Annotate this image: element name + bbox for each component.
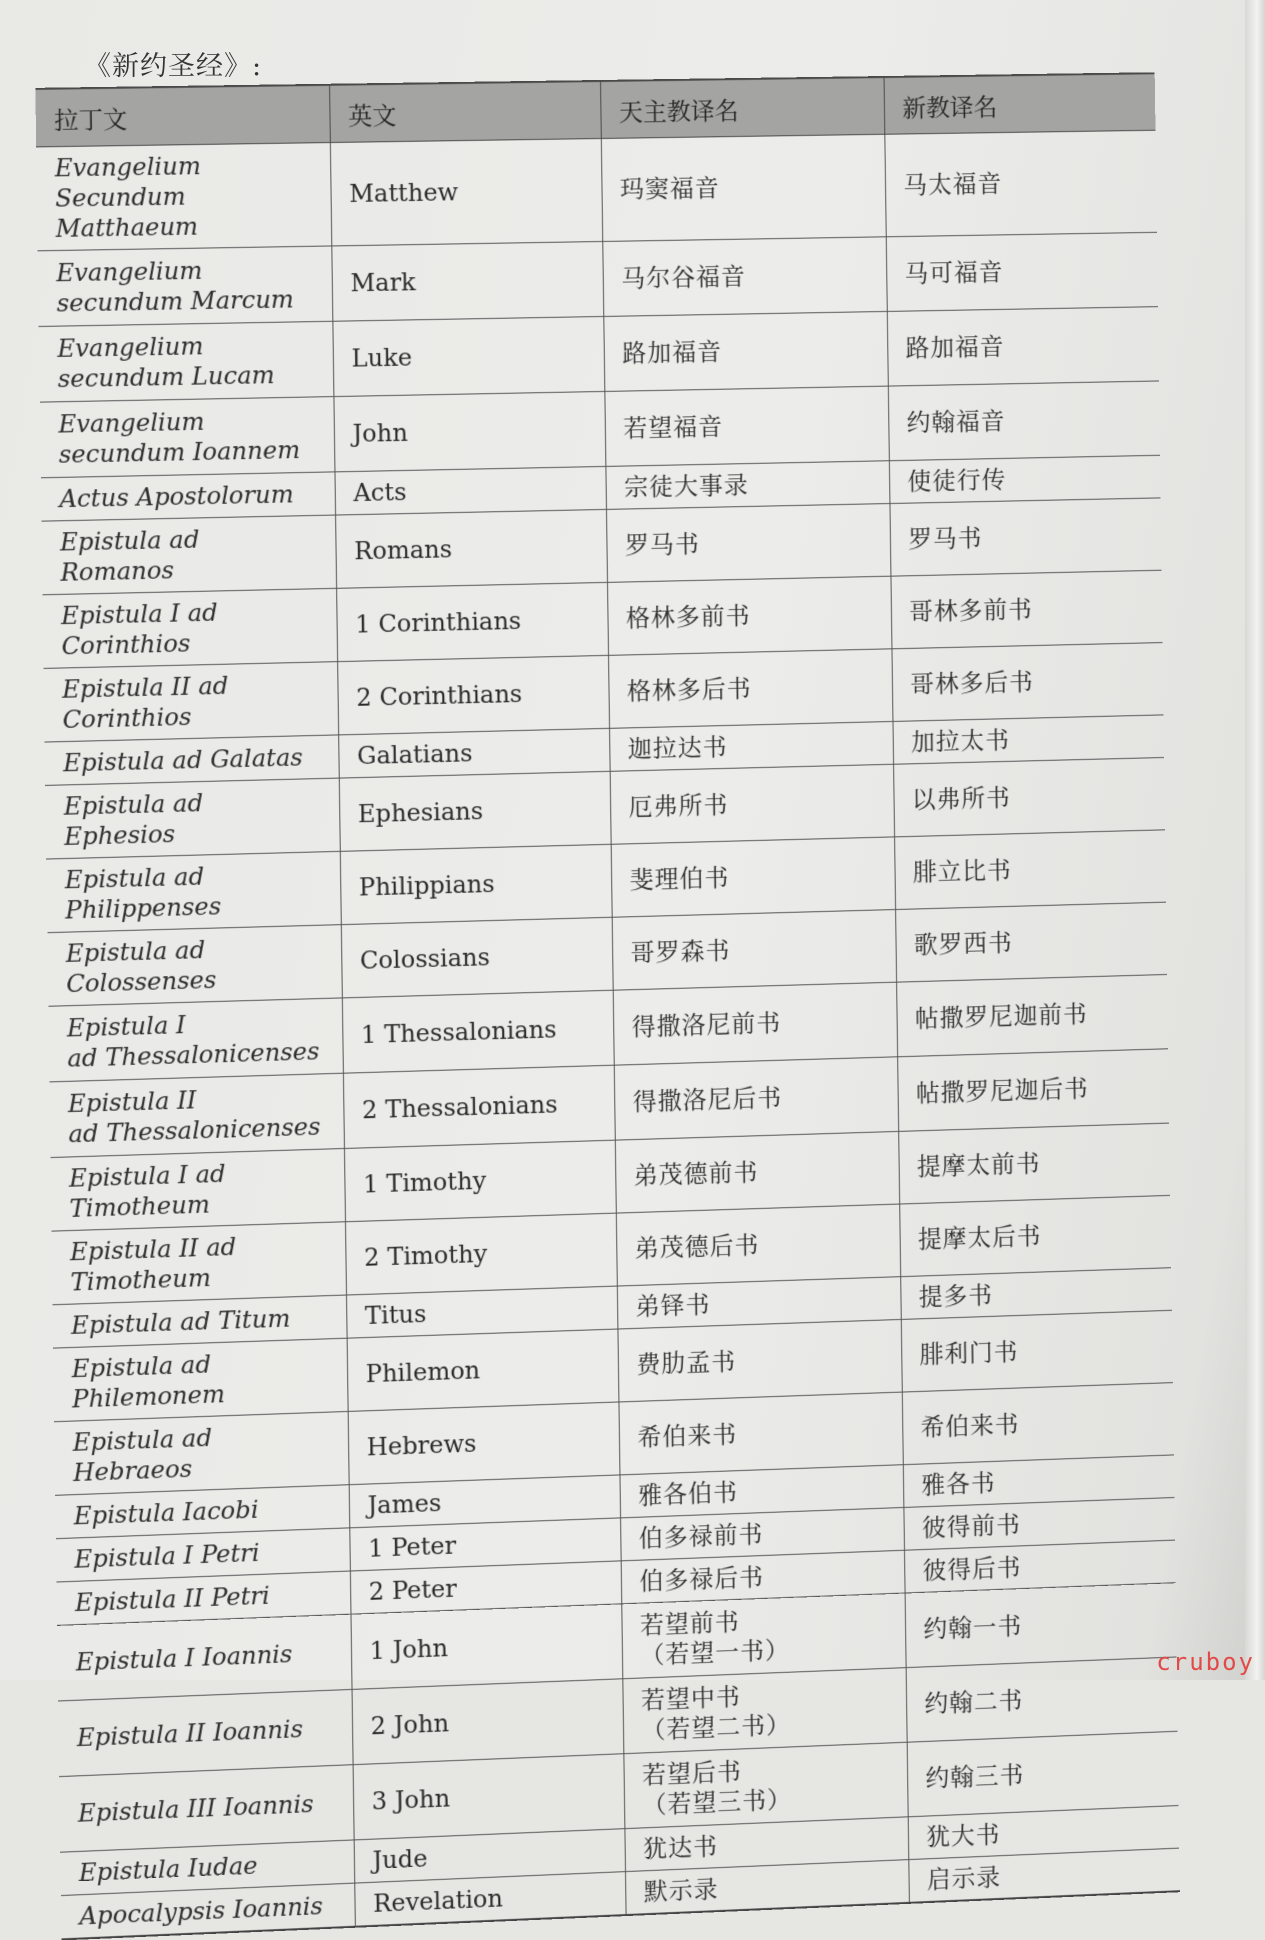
cell-protestant	[906, 1657, 1178, 1742]
cell-catholic	[601, 134, 886, 241]
cell-catholic	[605, 461, 889, 510]
cell-protestant	[887, 307, 1159, 386]
cell-english	[333, 391, 605, 471]
cell-latin-text: Epistula II ad Timotheum	[69, 1232, 237, 1297]
cell-english-text: 1 Timothy	[362, 1166, 487, 1199]
cell-protestant-text: 哥林多后书	[910, 667, 1034, 699]
cell-english-text: Mark	[350, 268, 416, 298]
cell-latin-text: Epistula II Petri	[74, 1581, 270, 1618]
cell-protestant-text: 哥林多前书	[909, 595, 1033, 627]
cell-english-text: Philemon	[365, 1356, 481, 1389]
cell-catholic-text: 哥罗森书	[630, 936, 731, 968]
page-heading: 《新约圣经》:	[84, 51, 263, 82]
cell-english-text: 2 Thessalonians	[361, 1090, 558, 1125]
cell-protestant-text: 马可福音	[904, 258, 1004, 288]
cell-protestant	[898, 1123, 1170, 1204]
cell-english-text: 1 Thessalonians	[360, 1015, 557, 1050]
cell-latin-text: Epistula ad Hebraeos	[72, 1423, 213, 1488]
cell-english-text: James	[367, 1488, 442, 1520]
cell-latin	[40, 397, 335, 478]
cell-english-text: Galatians	[356, 739, 473, 771]
page-edge	[1245, 0, 1265, 1680]
cell-catholic	[610, 764, 894, 844]
cell-latin	[50, 1148, 345, 1231]
cell-catholic-text: 弟铎书	[635, 1290, 711, 1321]
cell-protestant-text: 使徒行传	[907, 465, 1007, 496]
cell-latin-text: Epistula II ad Corinthios	[61, 671, 229, 735]
cell-latin-text: Epistula ad Philippenses	[64, 862, 222, 925]
cell-protestant-text: 约翰一书	[923, 1611, 1023, 1644]
cell-english-text: 3 John	[371, 1784, 451, 1816]
cell-catholic-text: 犹达书	[642, 1832, 719, 1864]
cell-latin	[45, 778, 340, 859]
cell-latin-text: Epistula ad Ephesios	[63, 789, 204, 851]
table-body	[36, 130, 1180, 1939]
cell-protestant-text: 约翰福音	[906, 407, 1006, 437]
cell-english	[350, 1604, 622, 1690]
cell-latin	[59, 1765, 353, 1853]
cell-english	[337, 655, 609, 735]
cell-protestant	[905, 1583, 1177, 1668]
cell-english-text: Romans	[354, 535, 453, 566]
cell-latin-text: Epistula I ad Timotheum	[68, 1159, 226, 1223]
cell-english-text: 2 John	[370, 1709, 450, 1741]
cell-english	[348, 1402, 620, 1485]
cell-catholic	[618, 1392, 902, 1475]
cell-english	[341, 917, 613, 998]
cell-protestant	[899, 1195, 1171, 1276]
cell-catholic	[608, 649, 892, 729]
cell-protestant-text: 提摩太前书	[916, 1149, 1041, 1182]
cell-catholic	[604, 386, 889, 466]
cell-catholic-text: 马尔谷福音	[621, 262, 747, 293]
header-latin: 拉丁文	[35, 85, 329, 147]
watermark: cruboy	[1156, 1648, 1255, 1676]
cell-english-text: John	[352, 418, 409, 448]
cell-catholic-text: 得撒洛尼后书	[632, 1083, 783, 1117]
cell-catholic	[607, 576, 891, 655]
cell-protestant-text: 腓立比书	[912, 856, 1012, 887]
cell-catholic-text: 弟茂德后书	[634, 1230, 760, 1263]
cell-protestant-text: 罗马书	[908, 523, 983, 554]
cell-catholic-text: 默示录	[643, 1875, 719, 1907]
cell-latin	[58, 1689, 352, 1776]
cell-english-text: Acts	[353, 477, 407, 508]
cell-protestant-text: 启示录	[926, 1863, 1002, 1895]
cell-protestant	[892, 715, 1164, 764]
header-protestant: 新教译名	[884, 73, 1156, 134]
cell-protestant	[889, 498, 1161, 576]
cell-english-text: Titus	[364, 1299, 427, 1331]
cell-protestant-text: 帖撒罗尼迦后书	[915, 1074, 1089, 1108]
cell-latin-text: Apocalypsis Ioannis	[79, 1891, 324, 1931]
cell-english	[342, 990, 614, 1073]
cell-catholic	[612, 910, 896, 991]
cell-latin	[49, 1073, 344, 1157]
cell-latin-text: Epistula III Ioannis	[77, 1789, 314, 1828]
cell-protestant	[890, 570, 1162, 649]
cell-english-text: 2 Timothy	[363, 1239, 488, 1272]
cell-catholic	[609, 721, 893, 771]
header-english: 英文	[329, 81, 601, 143]
cell-latin-text: Epistula ad Colossenses	[65, 935, 217, 999]
cell-latin-text: Actus Apostolorum	[59, 480, 294, 514]
cell-protestant	[889, 455, 1161, 503]
cell-english	[352, 1679, 624, 1765]
cell-protestant-text: 希伯来书	[920, 1410, 1020, 1442]
cell-latin	[38, 246, 333, 327]
cell-english	[347, 1329, 619, 1411]
cell-protestant-text: 犹大书	[926, 1820, 1001, 1852]
cell-english	[338, 728, 609, 778]
cell-catholic	[621, 1593, 905, 1679]
cell-latin	[44, 662, 339, 742]
cell-latin-text: Evangelium Secundum Matthaeum	[54, 152, 202, 243]
cell-protestant	[893, 757, 1165, 836]
cell-protestant	[902, 1383, 1174, 1465]
cell-protestant-text: 彼得前书	[921, 1510, 1021, 1543]
cell-latin-text: Epistula ad Romanos	[59, 525, 200, 587]
cell-protestant-text: 约翰三书	[925, 1760, 1025, 1793]
cell-english	[336, 582, 608, 661]
cell-catholic-text: 宗徒大事录	[623, 471, 749, 502]
cell-english-text: Luke	[351, 343, 413, 373]
cell-catholic-text: 伯多禄前书	[638, 1520, 764, 1553]
cell-catholic	[614, 1057, 898, 1140]
cell-catholic-text: 伯多禄后书	[639, 1562, 765, 1596]
cell-latin-text: Epistula ad Philemonem	[71, 1350, 226, 1414]
cell-latin	[48, 998, 343, 1082]
cell-catholic-text: 若望后书 （若望三书）	[641, 1757, 793, 1820]
cell-protestant-text: 路加福音	[905, 332, 1005, 363]
cell-english-text: Colossians	[359, 943, 491, 975]
cell-english	[340, 844, 612, 924]
cell-catholic-text: 若望中书 （若望二书）	[640, 1682, 792, 1745]
cell-english	[335, 509, 607, 588]
cell-latin	[54, 1411, 349, 1495]
cell-catholic	[615, 1131, 899, 1213]
cell-latin	[46, 851, 341, 932]
cell-latin	[36, 143, 331, 251]
cell-latin	[43, 588, 338, 668]
cell-catholic-text: 格林多前书	[625, 601, 751, 633]
cell-protestant-text: 提摩太后书	[917, 1221, 1042, 1254]
cell-protestant	[896, 974, 1168, 1056]
cell-latin-text: Epistula I Ioannis	[75, 1640, 293, 1677]
cell-english-text: Hebrews	[366, 1429, 477, 1462]
cell-protestant-text: 以弗所书	[911, 783, 1011, 815]
cell-english	[353, 1754, 625, 1840]
cell-catholic	[613, 982, 897, 1065]
cell-latin-text: Epistula I ad Thessalonicenses	[66, 1010, 320, 1073]
cell-catholic-text: 厄弗所书	[628, 790, 729, 822]
table-row	[36, 130, 1157, 251]
cell-latin	[51, 1222, 346, 1305]
cell-latin-text: Epistula ad Titum	[70, 1304, 291, 1340]
cell-english-text: Revelation	[372, 1884, 504, 1918]
cell-latin-text: Epistula I ad Corinthios	[60, 598, 218, 661]
cell-latin-text: Epistula ad Galatas	[62, 743, 303, 778]
cell-latin	[39, 321, 334, 402]
cell-protestant	[884, 130, 1157, 237]
cell-protestant	[891, 643, 1163, 722]
cell-latin-text: Epistula II Ioannis	[76, 1714, 304, 1753]
cell-protestant-text: 约翰二书	[924, 1686, 1024, 1719]
cell-protestant	[897, 1049, 1169, 1132]
cell-catholic-text: 希伯来书	[637, 1420, 738, 1452]
cell-latin	[45, 735, 339, 785]
cell-catholic-text: 费肋孟书	[636, 1347, 737, 1379]
cell-protestant-text: 帖撒罗尼迦前书	[914, 1000, 1088, 1033]
cell-english-text: 2 Corinthians	[356, 679, 523, 712]
cell-protestant-text: 加拉太书	[910, 726, 1011, 757]
cell-catholic	[622, 1668, 906, 1754]
table-container	[35, 72, 1179, 1940]
cell-latin	[53, 1338, 348, 1422]
cell-latin-text: Epistula Iudae	[78, 1851, 258, 1888]
cell-catholic	[617, 1319, 901, 1402]
cell-latin	[41, 472, 335, 521]
cell-english-text: 2 Peter	[368, 1574, 457, 1606]
cell-catholic	[603, 311, 888, 391]
cell-catholic	[623, 1742, 907, 1828]
cell-catholic-text: 弟茂德前书	[633, 1158, 759, 1191]
cell-english-text: Philippians	[358, 869, 495, 902]
cell-catholic	[616, 1204, 900, 1286]
cell-catholic-text: 迦拉达书	[627, 732, 728, 764]
header-catholic: 天主教译名	[600, 77, 884, 138]
cell-latin-text: Epistula I Petri	[74, 1538, 260, 1574]
cell-english-text: Matthew	[349, 178, 459, 209]
cell-latin-text: Evangelium secundum Ioannem	[58, 407, 301, 469]
cell-protestant-text: 马太福音	[903, 169, 1003, 200]
cell-english-text: 1 Corinthians	[355, 606, 522, 639]
cell-protestant-text: 彼得后书	[922, 1553, 1022, 1585]
cell-english	[345, 1213, 617, 1295]
cell-catholic	[611, 837, 895, 917]
cell-protestant-text: 雅各书	[921, 1468, 996, 1500]
cell-catholic-text: 路加福音	[622, 337, 723, 368]
cell-catholic-text: 雅各伯书	[638, 1478, 739, 1510]
cell-protestant-text: 腓利门书	[919, 1337, 1019, 1370]
cell-english	[331, 241, 603, 321]
cell-protestant	[907, 1731, 1179, 1817]
cell-english	[344, 1140, 616, 1222]
cell-catholic-text: 得撒洛尼前书	[631, 1008, 782, 1042]
cell-catholic-text: 格林多后书	[626, 674, 752, 706]
cell-english-text: Ephesians	[357, 797, 484, 829]
cell-english	[343, 1065, 615, 1148]
cell-catholic-text: 罗马书	[624, 529, 700, 560]
cell-latin	[47, 925, 342, 1007]
cell-latin	[57, 1614, 352, 1701]
new-testament-table	[35, 72, 1179, 1940]
cell-catholic-text: 若望福音	[623, 412, 724, 443]
cell-protestant	[901, 1310, 1173, 1392]
cell-protestant	[894, 830, 1166, 910]
cell-catholic-text: 斐理伯书	[629, 863, 730, 895]
cell-english	[334, 466, 606, 515]
cell-protestant-text: 提多书	[918, 1281, 994, 1312]
cell-english-text: 1 Peter	[368, 1531, 457, 1563]
cell-latin	[41, 515, 336, 595]
cell-catholic-text: 玛窦福音	[619, 174, 720, 204]
cell-english-text: 1 John	[369, 1634, 449, 1666]
cell-protestant	[895, 902, 1167, 982]
cell-protestant	[888, 381, 1160, 461]
cell-english	[339, 771, 611, 851]
cell-latin-text: Evangelium secundum Marcum	[56, 256, 295, 318]
cell-latin-text: Epistula II ad Thessalonicenses	[67, 1086, 321, 1149]
cell-latin-text: Epistula Iacobi	[73, 1495, 259, 1531]
cell-english	[332, 316, 604, 396]
cell-protestant	[886, 232, 1158, 311]
cell-latin-text: Evangelium secundum Lucam	[57, 332, 275, 394]
cell-protestant-text: 歌罗西书	[913, 928, 1013, 960]
cell-catholic-text: 若望前书 （若望一书）	[639, 1607, 791, 1670]
cell-catholic	[606, 504, 890, 583]
cell-english	[330, 138, 602, 245]
cell-english-text: Jude	[372, 1844, 428, 1875]
cell-catholic	[602, 237, 887, 317]
